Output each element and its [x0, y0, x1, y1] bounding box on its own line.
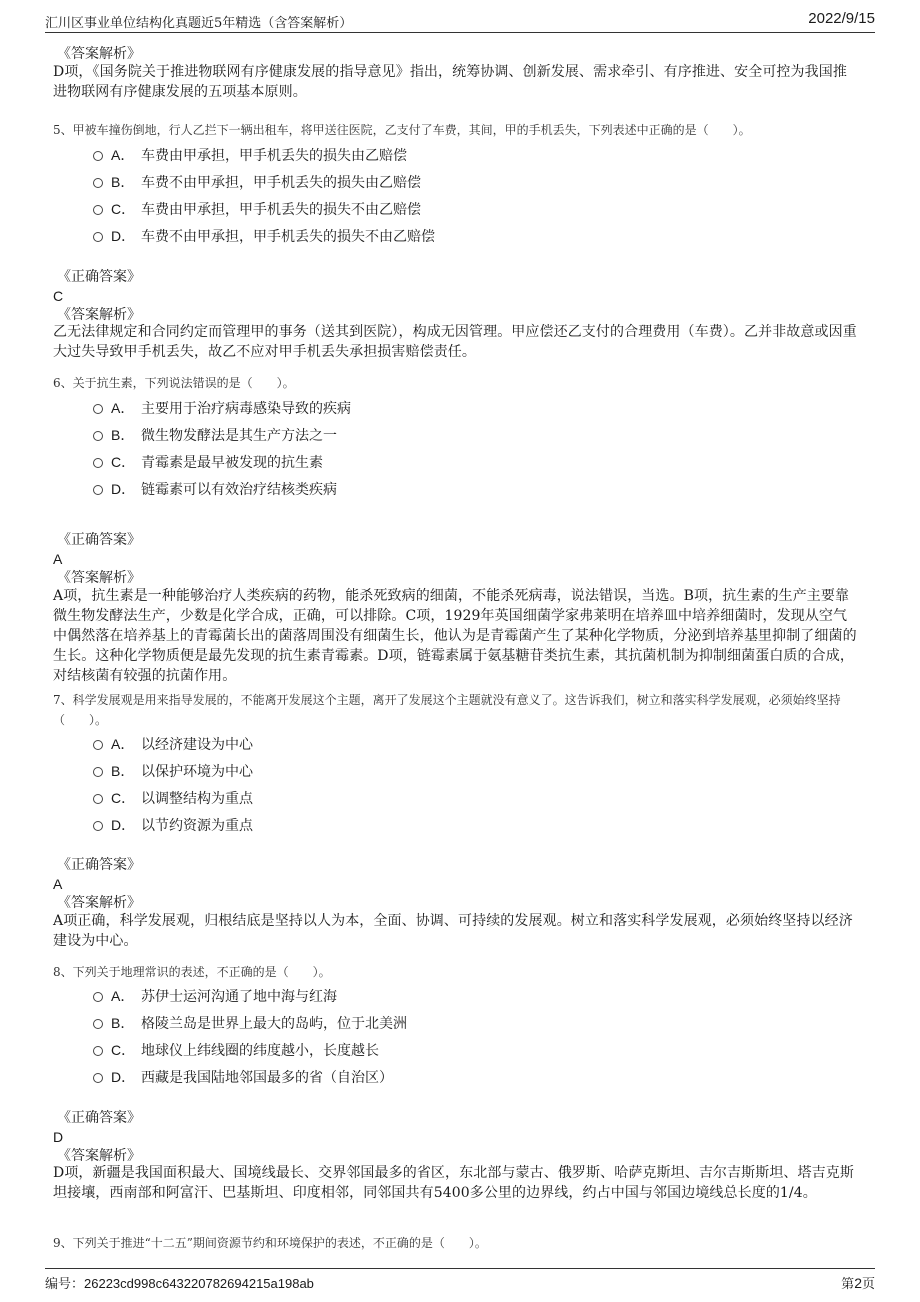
analysis-label: 《答案解析》	[57, 570, 141, 586]
q8-answer: D	[53, 1129, 64, 1145]
q4-analysis: D项，《国务院关于推进物联网有序健康发展的指导意见》指出，统筹协调、创新发展、需求牵引、有序推进、安全可控为我国推进物联网有序健康发展的五项基本原则。	[53, 64, 847, 100]
page-number: 第2页	[841, 1275, 875, 1292]
q8-option-c[interactable]: C． 地球仪上纬线圈的纬度越小，长度越长	[93, 1040, 379, 1061]
radio-icon[interactable]	[93, 151, 103, 161]
q6-analysis: A项，抗生素是一种能够治疗人类疾病的药物，能杀死致病的细菌，不能杀死病毒，说法错误，当选。B项，抗生素的生产主要靠微生物发酵法生产，少数是化学合成，正确，可以排除。C项，1929年英国细菌学家弗莱明在培养皿中培养细菌时，发现从空气中偶然落在培养基上的青霉菌长出的菌落周围没有细菌生长，他认为是青霉菌产生了某种化学物质，分泌到培养基里抑制了细菌的生长。这种化学物质便是最先发现的抗生素青霉素。D项，链霉素属于氨基糖苷类抗生素，其抗菌机制为抑制细菌蛋白质的合成，对结核菌有较强的抗菌作用。	[53, 588, 857, 684]
q5-option-c[interactable]: C． 车费由甲承担，甲手机丢失的损失不由乙赔偿	[93, 199, 421, 220]
q6-option-d[interactable]: D． 链霉素可以有效治疗结核类疾病	[93, 479, 337, 500]
analysis-label: 《答案解析》	[57, 46, 141, 62]
radio-icon[interactable]	[93, 1073, 103, 1083]
correct-answer-label: 《正确答案》	[57, 1110, 141, 1126]
analysis-label: 《答案解析》	[57, 307, 141, 323]
q9-question: 9、下列关于推进“十二五”期间资源节约和环境保护的表述，不正确的是（ ）。	[53, 1236, 487, 1250]
q6-question: 6、关于抗生素，下列说法错误的是（ ）。	[53, 376, 295, 390]
q7-question: 7、科学发展观是用来指导发展的，不能离开发展这个主题，离开了发展这个主题就没有意义了。这告诉我们，树立和落实科学发展观，必须始终坚持（ ）。	[53, 693, 841, 727]
q6-option-a[interactable]: A． 主要用于治疗病毒感染导致的疾病	[93, 398, 351, 419]
q8-question: 8、下列关于地理常识的表述，不正确的是（ ）。	[53, 965, 331, 979]
q6-option-c[interactable]: C． 青霉素是最早被发现的抗生素	[93, 452, 323, 473]
q8-option-d[interactable]: D． 西藏是我国陆地邻国最多的省（自治区）	[93, 1067, 393, 1088]
q5-option-a[interactable]: A． 车费由甲承担，甲手机丢失的损失由乙赔偿	[93, 145, 407, 166]
q6-answer: A	[53, 551, 63, 567]
radio-icon[interactable]	[93, 485, 103, 495]
radio-icon[interactable]	[93, 232, 103, 242]
page-footer	[45, 1268, 875, 1293]
radio-icon[interactable]	[93, 205, 103, 215]
radio-icon[interactable]	[93, 404, 103, 414]
q7-answer: A	[53, 876, 63, 892]
q5-option-d[interactable]: D． 车费不由甲承担，甲手机丢失的损失不由乙赔偿	[93, 226, 435, 247]
q8-analysis: D项，新疆是我国面积最大、国境线最长、交界邻国最多的省区，东北部与蒙古、俄罗斯、哈萨克斯坦、吉尔吉斯斯坦、塔吉克斯坦接壤，西南部和阿富汗、巴基斯坦、印度相邻，同邻国共有5400多公里的边界线，约占中国与邻国边境线总长度的1/4。	[53, 1165, 854, 1201]
radio-icon[interactable]	[93, 740, 103, 750]
q5-question: 5、甲被车撞伤倒地，行人乙拦下一辆出租车，将甲送往医院，乙支付了车费，其间，甲的手机丢失，下列表述中正确的是（ ）。	[53, 123, 751, 137]
radio-icon[interactable]	[93, 1019, 103, 1029]
correct-answer-label: 《正确答案》	[57, 857, 141, 873]
radio-icon[interactable]	[93, 431, 103, 441]
radio-icon[interactable]	[93, 992, 103, 1002]
analysis-label: 《答案解析》	[57, 1148, 141, 1164]
radio-icon[interactable]	[93, 794, 103, 804]
radio-icon[interactable]	[93, 458, 103, 468]
page-header	[45, 10, 875, 33]
correct-answer-label: 《正确答案》	[57, 269, 141, 285]
document-code: 编号：26223cd998c643220782694215a198ab	[45, 1276, 314, 1292]
analysis-label: 《答案解析》	[57, 895, 141, 911]
radio-icon[interactable]	[93, 1046, 103, 1056]
q5-option-b[interactable]: B． 车费不由甲承担，甲手机丢失的损失由乙赔偿	[93, 172, 421, 193]
q5-analysis: 乙无法律规定和合同约定而管理甲的事务（送其到医院），构成无因管理。甲应偿还乙支付的合理费用（车费）。乙并非故意或因重大过失导致甲手机丢失，故乙不应对甲手机丢失承担损害赔偿责任。	[53, 324, 857, 360]
q8-option-a[interactable]: A． 苏伊士运河沟通了地中海与红海	[93, 986, 337, 1007]
q7-option-b[interactable]: B． 以保护环境为中心	[93, 761, 253, 782]
radio-icon[interactable]	[93, 821, 103, 831]
q7-option-c[interactable]: C． 以调整结构为重点	[93, 788, 253, 809]
document-date: 2022/9/15	[808, 10, 875, 27]
document-title: 汇川区事业单位结构化真题近5年精选（含答案解析）	[45, 16, 353, 31]
q5-answer: C	[53, 288, 64, 304]
q7-option-a[interactable]: A． 以经济建设为中心	[93, 734, 253, 755]
q8-option-b[interactable]: B． 格陵兰岛是世界上最大的岛屿，位于北美洲	[93, 1013, 407, 1034]
q6-option-b[interactable]: B． 微生物发酵法是其生产方法之一	[93, 425, 337, 446]
radio-icon[interactable]	[93, 767, 103, 777]
q7-option-d[interactable]: D． 以节约资源为重点	[93, 815, 253, 836]
q7-analysis: A项正确，科学发展观，归根结底是坚持以人为本，全面、协调、可持续的发展观。树立和落实科学发展观，必须始终坚持以经济建设为中心。	[53, 913, 853, 949]
radio-icon[interactable]	[93, 178, 103, 188]
correct-answer-label: 《正确答案》	[57, 532, 141, 548]
